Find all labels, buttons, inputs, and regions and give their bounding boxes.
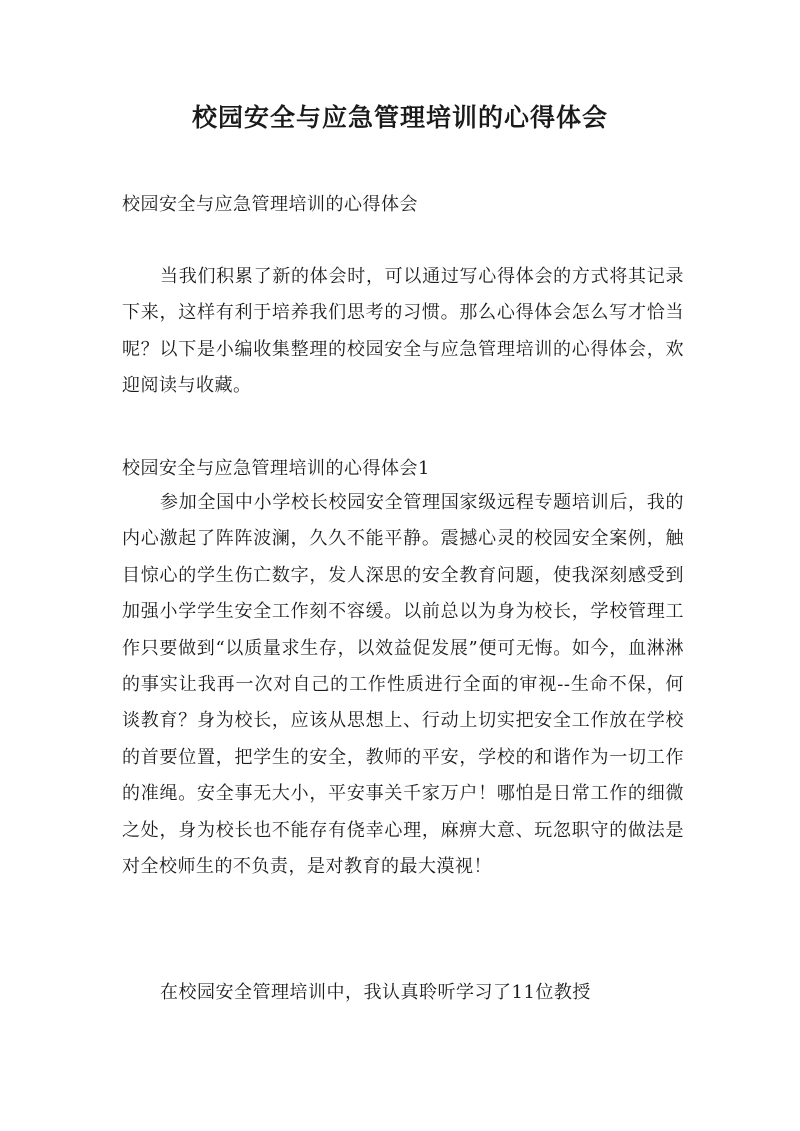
body-paragraph-2: 在校园安全管理培训中，我认真聆听学习了11位教授 [160, 982, 591, 1003]
body-paragraph-1: 参加全国中小学校长校园安全管理国家级远程专题培训后，我的内心激起了阵阵波澜，久久不能平静。震撼心灵的校园安全案例，触目惊心的学生伤亡数字，发人深思的安全教育问题，使我深刻感受到加强小学学生安全工作刻不容缓。以前总以为身为校长，学校管理工作只要做到“以质量求生存，以效益促发展”便可无悔。如今，血淋淋的事实让我再一次对自己的工作性质进行全面的审视--生命不保，何谈教育？身为校长，应该从思想上、行动上切实把安全工作放在学校的首要位置，把学生的安全，教师的平安，学校的和谐作为一切工作的准绳。安全事无大小，平安事关千家万户！哪怕是日常工作的细微之处，身为校长也不能存有侥幸心理，麻痹大意、玩忽职守的做法是对全校师生的不负责，是对教育的最大漠视！ [122, 492, 684, 878]
document-subtitle: 校园安全与应急管理培训的心得体会 [122, 194, 418, 215]
intro-paragraph: 当我们积累了新的体会时，可以通过写心得体会的方式将其记录下来，这样有利于培养我们思考的习惯。那么心得体会怎么写才恰当呢？以下是小编收集整理的校园安全与应急管理培训的心得体会，欢迎阅读与收藏。 [122, 266, 684, 397]
section-heading: 校园安全与应急管理培训的心得体会1 [122, 458, 430, 479]
document-title: 校园安全与应急管理培训的心得体会 [191, 103, 608, 132]
